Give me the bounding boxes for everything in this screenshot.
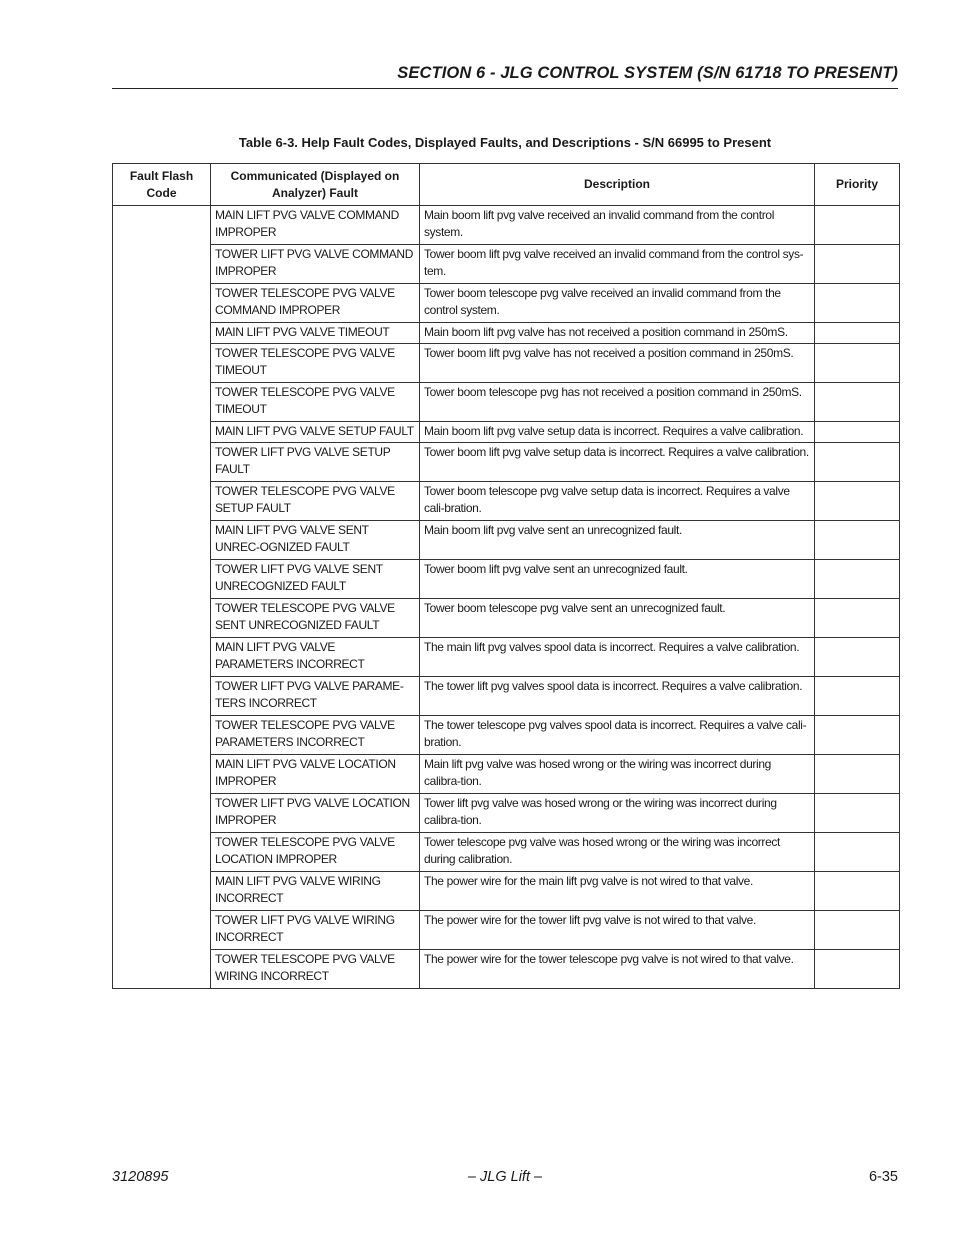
table-row xyxy=(113,755,900,794)
fault-description-cell: The power wire for the tower telescope pvg valve is not wired to that valve. xyxy=(420,950,815,989)
fault-description-cell: Tower boom telescope pvg has not received a position command in 250mS. xyxy=(420,383,815,422)
fault-description-cell: Tower boom telescope pvg valve received an invalid command from the control system. xyxy=(420,284,815,323)
fault-priority-cell xyxy=(815,833,900,872)
table-row xyxy=(113,323,900,344)
fault-priority-cell xyxy=(815,911,900,950)
page-footer xyxy=(112,1169,898,1189)
fault-priority-cell xyxy=(815,443,900,482)
table-row xyxy=(113,443,900,482)
fault-priority-cell xyxy=(815,344,900,383)
fault-flash-code-cell xyxy=(113,206,211,989)
fault-description-cell: Main boom lift pvg valve has not received a position command in 250mS. xyxy=(420,323,815,344)
fault-name-cell: TOWER TELESCOPE PVG VALVE TIMEOUT xyxy=(211,383,420,422)
fault-priority-cell xyxy=(815,284,900,323)
fault-description-cell: The power wire for the tower lift pvg valve is not wired to that valve. xyxy=(420,911,815,950)
fault-priority-cell xyxy=(815,872,900,911)
table-row xyxy=(113,422,900,443)
fault-description-cell: Tower lift pvg valve was hosed wrong or the wiring was incorrect during calibra-tion. xyxy=(420,794,815,833)
document-number: 3120895 xyxy=(112,1169,169,1185)
fault-description-cell: The power wire for the main lift pvg valve is not wired to that valve. xyxy=(420,872,815,911)
fault-description-cell: Tower boom telescope pvg valve setup data is incorrect. Requires a valve cali-bration. xyxy=(420,482,815,521)
fault-priority-cell xyxy=(815,755,900,794)
fault-priority-cell xyxy=(815,794,900,833)
section-header: SECTION 6 - JLG CONTROL SYSTEM (S/N 61718 TO PRESENT) xyxy=(112,62,898,89)
fault-description-cell: The tower lift pvg valves spool data is incorrect. Requires a valve calibration. xyxy=(420,677,815,716)
fault-name-cell: TOWER TELESCOPE PVG VALVE TIMEOUT xyxy=(211,344,420,383)
fault-name-cell: TOWER TELESCOPE PVG VALVE SETUP FAULT xyxy=(211,482,420,521)
table-body xyxy=(113,206,900,989)
fault-description-cell: Tower boom lift pvg valve setup data is incorrect. Requires a valve calibration. xyxy=(420,443,815,482)
table-row xyxy=(113,284,900,323)
fault-priority-cell xyxy=(815,950,900,989)
fault-priority-cell xyxy=(815,482,900,521)
table-header-row xyxy=(113,164,900,206)
fault-priority-cell xyxy=(815,245,900,284)
fault-description-cell: The main lift pvg valves spool data is incorrect. Requires a valve calibration. xyxy=(420,638,815,677)
fault-name-cell: MAIN LIFT PVG VALVE SETUP FAULT xyxy=(211,422,420,443)
table-row xyxy=(113,560,900,599)
column-header-code: Fault Flash Code xyxy=(113,164,211,206)
table-row xyxy=(113,950,900,989)
fault-priority-cell xyxy=(815,560,900,599)
fault-name-cell: MAIN LIFT PVG VALVE PARAMETERS INCORRECT xyxy=(211,638,420,677)
table-row xyxy=(113,638,900,677)
table-row xyxy=(113,344,900,383)
table-row xyxy=(113,716,900,755)
fault-name-cell: TOWER TELESCOPE PVG VALVE WIRING INCORRECT xyxy=(211,950,420,989)
table-row xyxy=(113,245,900,284)
fault-name-cell: TOWER TELESCOPE PVG VALVE COMMAND IMPROPER xyxy=(211,284,420,323)
fault-name-cell: MAIN LIFT PVG VALVE TIMEOUT xyxy=(211,323,420,344)
column-header-priority: Priority xyxy=(815,164,900,206)
fault-name-cell: TOWER LIFT PVG VALVE LOCATION IMPROPER xyxy=(211,794,420,833)
table-row xyxy=(113,833,900,872)
column-header-fault: Communicated (Displayed on Analyzer) Fault xyxy=(211,164,420,206)
fault-name-cell: TOWER TELESCOPE PVG VALVE LOCATION IMPROPER xyxy=(211,833,420,872)
fault-description-cell: Tower telescope pvg valve was hosed wrong or the wiring was incorrect during calibration. xyxy=(420,833,815,872)
fault-name-cell: TOWER LIFT PVG VALVE SETUP FAULT xyxy=(211,443,420,482)
fault-description-cell: Main lift pvg valve was hosed wrong or the wiring was incorrect during calibra-tion. xyxy=(420,755,815,794)
fault-name-cell: MAIN LIFT PVG VALVE COMMAND IMPROPER xyxy=(211,206,420,245)
fault-priority-cell xyxy=(815,383,900,422)
fault-name-cell: MAIN LIFT PVG VALVE WIRING INCORRECT xyxy=(211,872,420,911)
table-row xyxy=(113,599,900,638)
fault-name-cell: TOWER LIFT PVG VALVE PARAME-TERS INCORRECT xyxy=(211,677,420,716)
fault-priority-cell xyxy=(815,716,900,755)
fault-priority-cell xyxy=(815,521,900,560)
fault-description-cell: Tower boom telescope pvg valve sent an unrecognized fault. xyxy=(420,599,815,638)
fault-priority-cell xyxy=(815,206,900,245)
fault-name-cell: TOWER LIFT PVG VALVE SENT UNRECOGNIZED FAULT xyxy=(211,560,420,599)
table-row xyxy=(113,482,900,521)
fault-description-cell: Main boom lift pvg valve sent an unrecognized fault. xyxy=(420,521,815,560)
table-row xyxy=(113,794,900,833)
table-row xyxy=(113,206,900,245)
table-title: Table 6-3. Help Fault Codes, Displayed Faults, and Descriptions - S/N 66995 to Present xyxy=(238,135,772,150)
fault-name-cell: TOWER LIFT PVG VALVE WIRING INCORRECT xyxy=(211,911,420,950)
fault-description-cell: Tower boom lift pvg valve received an invalid command from the control sys-tem. xyxy=(420,245,815,284)
column-header-description: Description xyxy=(420,164,815,206)
table-row xyxy=(113,521,900,560)
fault-description-cell: Main boom lift pvg valve setup data is incorrect. Requires a valve calibration. xyxy=(420,422,815,443)
table-row xyxy=(113,383,900,422)
table-row xyxy=(113,872,900,911)
fault-description-cell: Tower boom lift pvg valve sent an unrecognized fault. xyxy=(420,560,815,599)
table-row xyxy=(113,677,900,716)
fault-name-cell: MAIN LIFT PVG VALVE SENT UNREC-OGNIZED FAULT xyxy=(211,521,420,560)
fault-name-cell: MAIN LIFT PVG VALVE LOCATION IMPROPER xyxy=(211,755,420,794)
fault-name-cell: TOWER TELESCOPE PVG VALVE SENT UNRECOGNIZED FAULT xyxy=(211,599,420,638)
fault-description-cell: Tower boom lift pvg valve has not received a position command in 250mS. xyxy=(420,344,815,383)
fault-priority-cell xyxy=(815,677,900,716)
fault-codes-table xyxy=(112,163,900,989)
table-row xyxy=(113,911,900,950)
fault-priority-cell xyxy=(815,422,900,443)
fault-description-cell: Main boom lift pvg valve received an invalid command from the control system. xyxy=(420,206,815,245)
fault-priority-cell xyxy=(815,599,900,638)
fault-name-cell: TOWER LIFT PVG VALVE COMMAND IMPROPER xyxy=(211,245,420,284)
footer-brand: – JLG Lift – xyxy=(467,1169,543,1185)
page-number: 6-35 xyxy=(868,1169,898,1185)
fault-name-cell: TOWER TELESCOPE PVG VALVE PARAMETERS INCORRECT xyxy=(211,716,420,755)
fault-description-cell: The tower telescope pvg valves spool data is incorrect. Requires a valve cali-bration. xyxy=(420,716,815,755)
fault-priority-cell xyxy=(815,638,900,677)
fault-priority-cell xyxy=(815,323,900,344)
